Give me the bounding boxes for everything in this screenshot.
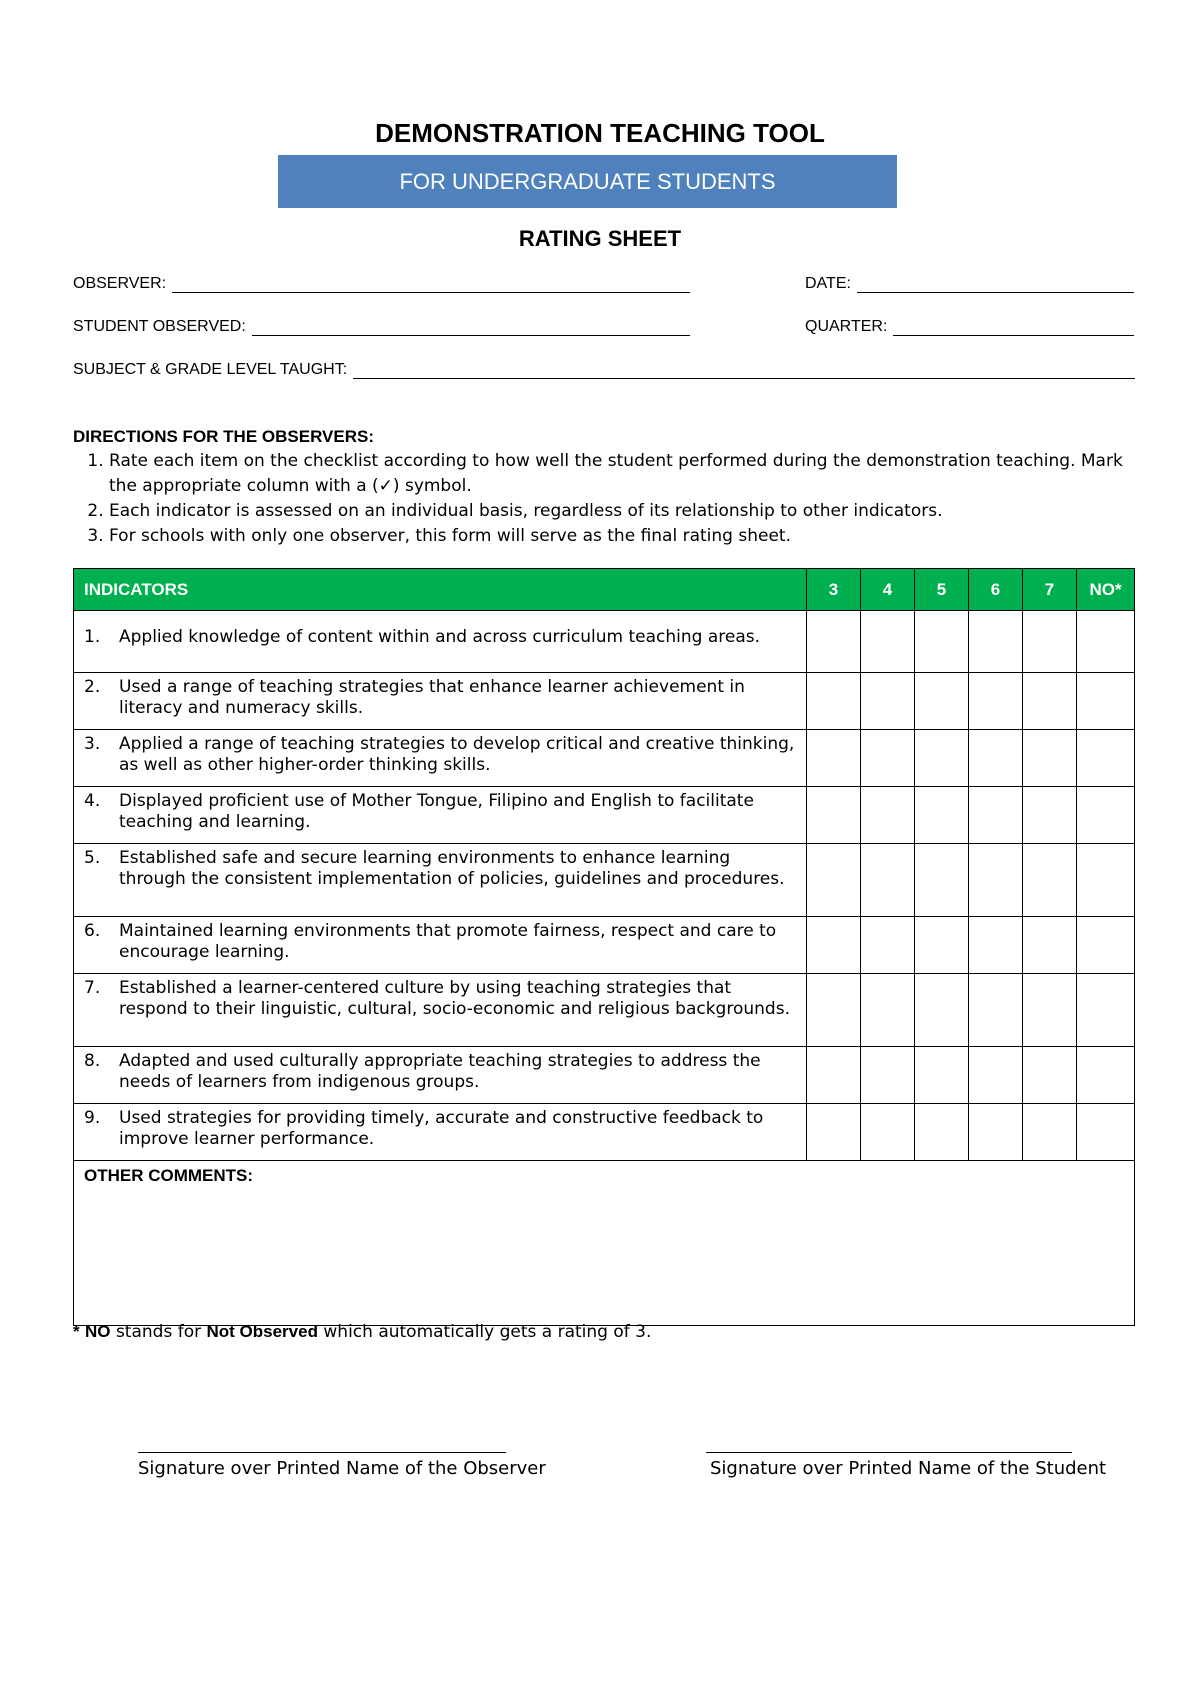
rating-cell-5[interactable] [915, 917, 969, 974]
rating-cell-7[interactable] [1023, 844, 1077, 917]
rating-cell-7[interactable] [1023, 673, 1077, 730]
footnote-star: * [73, 1322, 80, 1341]
rating-cell-3[interactable] [807, 673, 861, 730]
rating-cell-3[interactable] [807, 1047, 861, 1104]
rating-cell-3[interactable] [807, 787, 861, 844]
indicator-text: Applied a range of teaching strategies to develop critical and creative thinking, as well as other higher-order thinking skills. [119, 734, 795, 775]
rating-cell-5[interactable] [915, 673, 969, 730]
indicator-number: 4. [84, 791, 101, 811]
rating-cell-5[interactable] [915, 787, 969, 844]
date-field[interactable] [805, 275, 1134, 293]
rating-cell-6[interactable] [969, 673, 1023, 730]
indicator-cell [74, 730, 807, 787]
rating-cell-4[interactable] [861, 1047, 915, 1104]
observer-signature-label: Signature over Printed Name of the Observer [138, 1458, 546, 1479]
date-label: DATE: [805, 275, 851, 292]
rating-cell-4[interactable] [861, 611, 915, 673]
indicator-text: Displayed proficient use of Mother Tongue, Filipino and English to facilitate teaching and learning. [119, 791, 754, 832]
indicator-text: Established a learner-centered culture by using teaching strategies that respond to their linguistic, cultural, socio-economic and religious backgrounds. [119, 978, 790, 1019]
indicator-cell [74, 844, 807, 917]
direction-item: 2. Each indicator is assessed on an individual basis, regardless of its relationship to other indicators. [109, 499, 1133, 524]
direction-item: 1. Rate each item on the checklist according to how well the student performed during the demonstration teaching. Mark the appropriate column with a (✓) symbol. [109, 449, 1133, 499]
rating-cell-4[interactable] [861, 844, 915, 917]
rating-cell-4[interactable] [861, 1104, 915, 1161]
indicator-number: 5. [84, 848, 101, 868]
rating-cell-7[interactable] [1023, 1047, 1077, 1104]
indicator-cell [74, 1047, 807, 1104]
student-observed-line[interactable] [252, 319, 690, 336]
indicator-cell [74, 917, 807, 974]
audience-banner: FOR UNDERGRADUATE STUDENTS [278, 155, 897, 208]
document-title: DEMONSTRATION TEACHING TOOL [375, 118, 825, 148]
directions [73, 424, 1133, 549]
indicator-number: 2. [84, 677, 101, 697]
rating-cell-no[interactable] [1077, 1104, 1135, 1161]
subject-grade-label: SUBJECT & GRADE LEVEL TAUGHT: [73, 361, 348, 378]
rating-header-7: 7 [1023, 569, 1077, 611]
directions-list [73, 449, 1133, 549]
table-row [74, 673, 1135, 730]
indicator-text: Established safe and secure learning environments to enhance learning through the consistent implementation of policies, guidelines and procedures. [119, 848, 785, 889]
indicator-text: Applied knowledge of content within and across curriculum teaching areas. [119, 627, 761, 647]
rating-cell-3[interactable] [807, 611, 861, 673]
indicators-header: INDICATORS [74, 569, 807, 611]
indicator-number: 7. [84, 978, 101, 998]
rating-cell-6[interactable] [969, 844, 1023, 917]
student-signature-label: Signature over Printed Name of the Student [710, 1458, 1107, 1479]
rating-cell-4[interactable] [861, 974, 915, 1047]
rating-cell-no[interactable] [1077, 974, 1135, 1047]
quarter-line[interactable] [893, 319, 1134, 336]
rating-cell-no[interactable] [1077, 611, 1135, 673]
rating-cell-6[interactable] [969, 974, 1023, 1047]
rating-header-6: 6 [969, 569, 1023, 611]
indicator-number: 3. [84, 734, 101, 754]
footnote-rest: which automatically gets a rating of 3. [323, 1322, 652, 1342]
student-signature-line[interactable] [706, 1452, 1072, 1453]
rating-header-5: 5 [915, 569, 969, 611]
footnote-no: NO [85, 1322, 111, 1341]
indicator-number: 9. [84, 1108, 101, 1128]
table-row [74, 974, 1135, 1047]
rating-cell-no[interactable] [1077, 673, 1135, 730]
rating-cell-4[interactable] [861, 730, 915, 787]
rating-cell-6[interactable] [969, 611, 1023, 673]
table-row [74, 730, 1135, 787]
observer-label: OBSERVER: [73, 275, 167, 292]
rating-cell-5[interactable] [915, 844, 969, 917]
other-comments-label: OTHER COMMENTS: [84, 1166, 254, 1185]
indicator-cell [74, 787, 807, 844]
rating-cell-5[interactable] [915, 974, 969, 1047]
rating-cell-4[interactable] [861, 787, 915, 844]
comments-row [74, 1161, 1135, 1326]
rating-header-3: 3 [807, 569, 861, 611]
footnote-stands-for: stands for [115, 1322, 202, 1342]
subject-grade-field[interactable] [73, 361, 1135, 379]
date-line[interactable] [857, 276, 1134, 293]
rating-cell-7[interactable] [1023, 787, 1077, 844]
indicator-text: Maintained learning environments that promote fairness, respect and care to encourage learning. [119, 921, 777, 962]
indicator-text: Adapted and used culturally appropriate teaching strategies to address the needs of learners from indigenous groups. [119, 1051, 761, 1092]
rating-cell-3[interactable] [807, 730, 861, 787]
rating-cell-7[interactable] [1023, 917, 1077, 974]
rating-cell-no[interactable] [1077, 787, 1135, 844]
indicator-cell [74, 673, 807, 730]
indicator-cell [74, 611, 807, 673]
rating-header-4: 4 [861, 569, 915, 611]
indicator-cell [74, 974, 807, 1047]
rating-cell-6[interactable] [969, 1104, 1023, 1161]
rating-cell-4[interactable] [861, 673, 915, 730]
sheet-subtitle: RATING SHEET [518, 226, 682, 251]
indicator-text: Used strategies for providing timely, accurate and constructive feedback to improve learner performance. [119, 1108, 764, 1149]
student-observed-field[interactable] [73, 318, 690, 336]
observer-signature-line[interactable] [138, 1452, 506, 1453]
table-row [74, 611, 1135, 673]
rating-cell-no[interactable] [1077, 844, 1135, 917]
rating-cell-3[interactable] [807, 1104, 861, 1161]
observer-field[interactable] [73, 275, 690, 293]
student-observed-label: STUDENT OBSERVED: [73, 318, 246, 335]
rating-cell-5[interactable] [915, 611, 969, 673]
rating-cell-3[interactable] [807, 844, 861, 917]
rating-cell-7[interactable] [1023, 730, 1077, 787]
rating-cell-3[interactable] [807, 974, 861, 1047]
rating-cell-7[interactable] [1023, 1104, 1077, 1161]
table-row [74, 1047, 1135, 1104]
rating-cell-7[interactable] [1023, 611, 1077, 673]
indicator-number: 6. [84, 921, 101, 941]
table-header-row [74, 569, 1135, 611]
rating-cell-5[interactable] [915, 1047, 969, 1104]
indicator-text: Used a range of teaching strategies that enhance learner achievement in literacy and numeracy skills. [119, 677, 745, 718]
rating-cell-6[interactable] [969, 917, 1023, 974]
subject-grade-line[interactable] [353, 362, 1135, 379]
footnote [73, 1322, 651, 1342]
indicators-table [73, 568, 1135, 1326]
rating-cell-no[interactable] [1077, 917, 1135, 974]
rating-cell-5[interactable] [915, 1104, 969, 1161]
quarter-field[interactable] [805, 318, 1134, 336]
table-row [74, 1104, 1135, 1161]
other-comments-box[interactable] [74, 1161, 1135, 1326]
rating-cell-5[interactable] [915, 730, 969, 787]
table-row [74, 844, 1135, 917]
rating-header-no: NO* [1077, 569, 1135, 611]
directions-heading: DIRECTIONS FOR THE OBSERVERS: [73, 427, 374, 446]
rating-cell-6[interactable] [969, 787, 1023, 844]
rating-cell-3[interactable] [807, 917, 861, 974]
rating-cell-4[interactable] [861, 917, 915, 974]
rating-cell-no[interactable] [1077, 730, 1135, 787]
rating-cell-7[interactable] [1023, 974, 1077, 1047]
table-row [74, 787, 1135, 844]
indicator-number: 1. [84, 627, 101, 647]
direction-item: 3. For schools with only one observer, this form will serve as the final rating sheet. [109, 524, 1133, 549]
rating-cell-6[interactable] [969, 730, 1023, 787]
table-row [74, 917, 1135, 974]
footnote-not-observed: Not Observed [206, 1322, 318, 1341]
observer-line[interactable] [172, 276, 690, 293]
indicator-number: 8. [84, 1051, 101, 1071]
rating-cell-6[interactable] [969, 1047, 1023, 1104]
indicator-cell [74, 1104, 807, 1161]
quarter-label: QUARTER: [805, 318, 888, 335]
rating-cell-no[interactable] [1077, 1047, 1135, 1104]
